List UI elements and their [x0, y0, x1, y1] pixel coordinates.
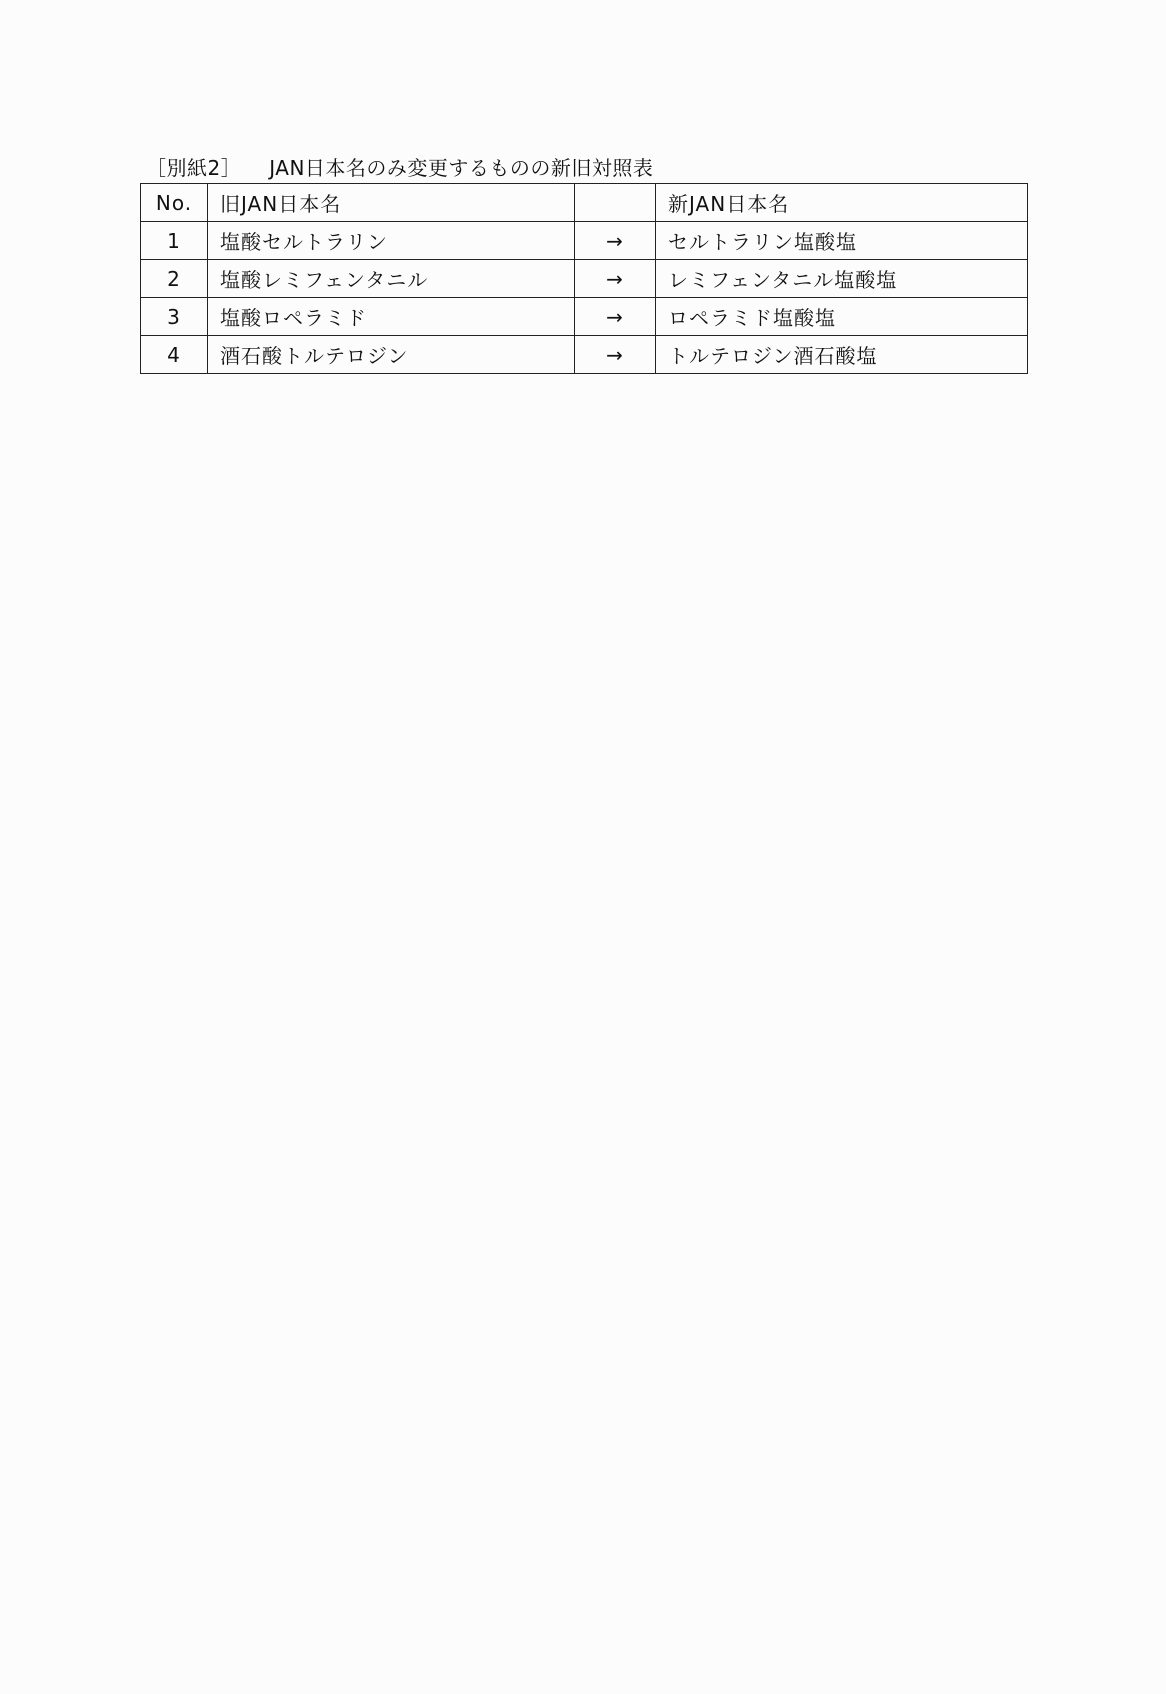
row-no: 2 — [141, 260, 208, 298]
row-no: 3 — [141, 298, 208, 336]
comparison-table — [140, 183, 1028, 374]
document-heading — [140, 155, 1028, 183]
header-old-name: 旧JAN日本名 — [208, 184, 575, 222]
row-old-name: 塩酸レミフェンタニル — [208, 260, 575, 298]
row-new-name: ロペラミド塩酸塩 — [656, 298, 1028, 336]
arrow-icon: → — [575, 336, 656, 374]
row-no: 1 — [141, 222, 208, 260]
row-new-name: レミフェンタニル塩酸塩 — [656, 260, 1028, 298]
arrow-icon: → — [575, 222, 656, 260]
header-arrow — [575, 184, 656, 222]
table-row — [141, 222, 1028, 260]
table-row — [141, 298, 1028, 336]
header-no: No. — [141, 184, 208, 222]
arrow-icon: → — [575, 298, 656, 336]
document — [140, 155, 1028, 374]
table-header-row — [141, 184, 1028, 222]
attachment-label: ［別紙2］ — [146, 156, 242, 180]
table-row — [141, 260, 1028, 298]
row-no: 4 — [141, 336, 208, 374]
header-new-name: 新JAN日本名 — [656, 184, 1028, 222]
table-row — [141, 336, 1028, 374]
row-new-name: セルトラリン塩酸塩 — [656, 222, 1028, 260]
row-old-name: 酒石酸トルテロジン — [208, 336, 575, 374]
row-new-name: トルテロジン酒石酸塩 — [656, 336, 1028, 374]
arrow-icon: → — [575, 260, 656, 298]
row-old-name: 塩酸セルトラリン — [208, 222, 575, 260]
document-title: JAN日本名のみ変更するものの新旧対照表 — [269, 156, 654, 180]
row-old-name: 塩酸ロペラミド — [208, 298, 575, 336]
